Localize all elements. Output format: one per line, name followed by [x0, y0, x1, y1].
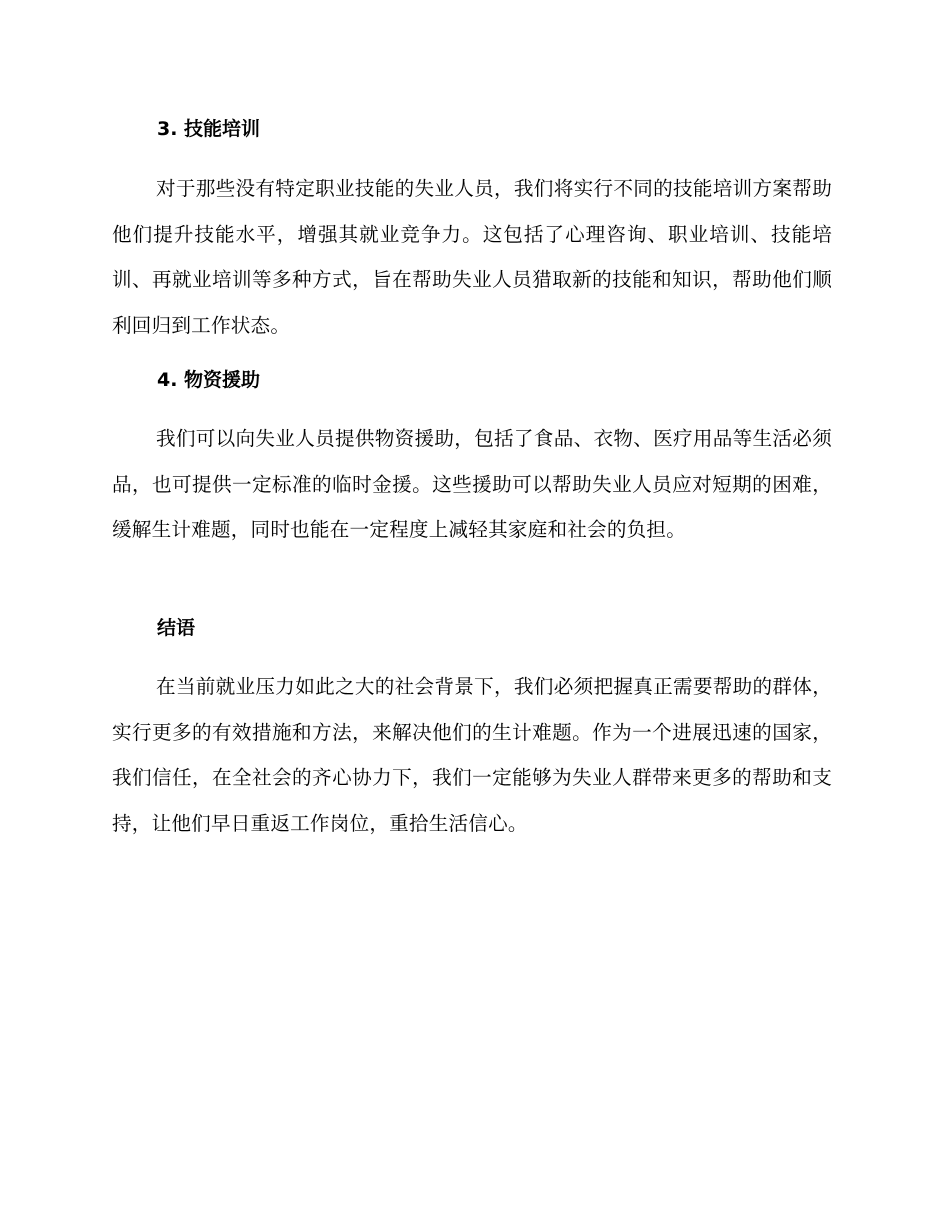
section-body-conclusion: 在当前就业压力如此之大的社会背景下，我们必须把握真正需要帮助的群体，实行更多的有效措施和方法，来解决他们的生计难题。作为一个进展迅速的国家，我们信任，在全社会的齐心协力下，我们一定能够为失业人群带来更多的帮助和支持，让他们早日重返工作岗位，重拾生活信心。 — [112, 675, 832, 835]
section-body-material-aid: 我们可以向失业人员提供物资援助，包括了食品、衣物、医疗用品等生活必须品，也可提供一定标准的临时金援。这些援助可以帮助失业人员应对短期的困难，缓解生计难题，同时也能在一定程度上减轻其家庭和社会的负担。 — [112, 427, 832, 541]
section-heading-material-aid: 4. 物资援助 — [157, 369, 261, 391]
section-heading-skill-training: 3. 技能培训 — [157, 118, 261, 140]
section-body-skill-training: 对于那些没有特定职业技能的失业人员，我们将实行不同的技能培训方案帮助他们提升技能水平，增强其就业竞争力。这包括了心理咨询、职业培训、技能培训、再就业培训等多种方式，旨在帮助失业人员猎取新的技能和知识，帮助他们顺利回归到工作状态。 — [112, 177, 832, 337]
section-heading-conclusion: 结语 — [157, 617, 196, 639]
